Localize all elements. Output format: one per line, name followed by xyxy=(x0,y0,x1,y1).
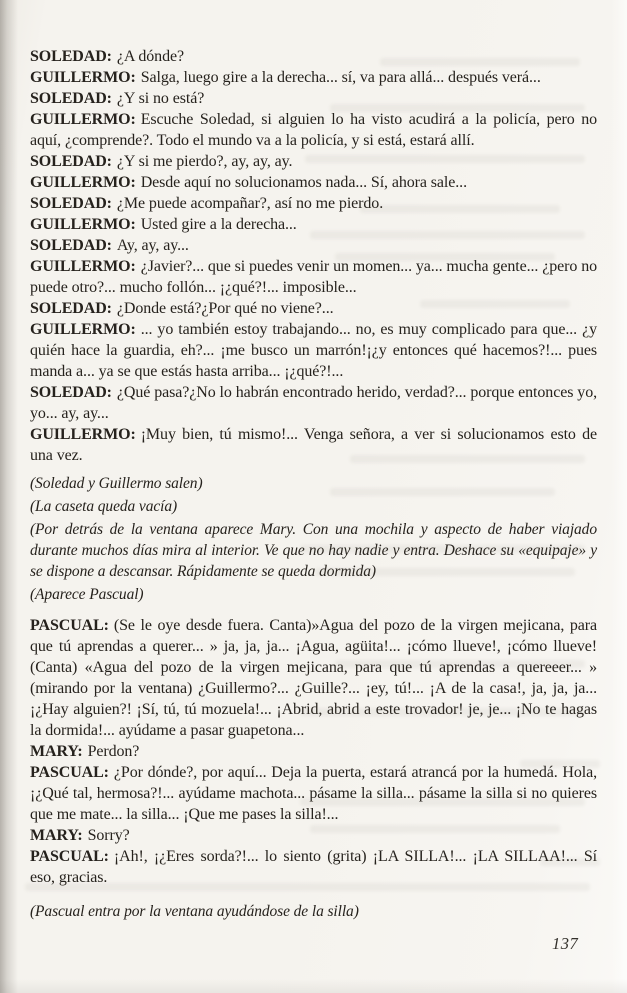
page-gutter-shadow xyxy=(0,0,20,993)
dialogue-line xyxy=(30,151,597,172)
speaker-name: GUILLERMO: xyxy=(30,69,136,86)
speech-text: Sorry? xyxy=(87,827,130,844)
speech-text: ¿Donde está?¿Por qué no viene?... xyxy=(116,300,334,317)
dialogue-line xyxy=(30,88,597,109)
stage-direction: (Soledad y Guillermo salen) xyxy=(30,475,203,492)
speaker-name: MARY: xyxy=(30,827,83,844)
speaker-name: SOLEDAD: xyxy=(30,237,112,254)
speech-text: Salga, luego gire a la derecha... sí, va para allá... después verá... xyxy=(140,69,541,86)
speech-text: ¿Javier?... que si puedes venir un momen... ya... mucha gente... ¿pero no puede otro?... mucho follón... ¡¿qué?!... imposible... xyxy=(30,258,597,296)
page-number: 137 xyxy=(552,934,579,953)
speech-text: ¿Y si me pierdo?, ay, ay, ay. xyxy=(116,153,293,170)
dialogue-line xyxy=(30,319,597,382)
stage-direction: (Por detrás de la ventana aparece Mary. Con una mochila y aspecto de haber viajado durante muchos días mira al interior. Ve que no hay nadie y entra. Deshace su «equipaje» y se dispone a descansar. Rápidamente se queda dormida) xyxy=(30,521,597,580)
dialogue-line xyxy=(30,172,597,193)
speech-text: ¿Y si no está? xyxy=(116,90,205,107)
speaker-name: SOLEDAD: xyxy=(30,384,112,401)
dialogue-line xyxy=(30,424,597,466)
page-edge-shadow xyxy=(0,979,627,993)
stage-direction: (La caseta queda vacía) xyxy=(30,498,178,515)
speaker-name: GUILLERMO: xyxy=(30,426,136,443)
speech-text: Perdon? xyxy=(87,743,140,760)
speaker-name: GUILLERMO: xyxy=(30,174,136,191)
dialogue-line xyxy=(30,615,597,741)
speech-text: (Se le oye desde fuera. Canta)»Agua del pozo de la virgen mejicana, para que tú aprendas a querer... » ja, ja, ja... ¡Agua, agüita!... ¡cómo llueve!, ¡cómo llueve! (Canta) «Agua del pozo de la virgen mejicana, para que tú aprendas a quereeer... » (mirando por la ventana) ¿Guillermo?... ¿Guille?... ¡ey, tú!... ¡A de la casa!, ja, ja, ja... ¡¿Hay alguien?! ¡Sí, tú, tú mozuela!... ¡Abrid, abrid a este trovador! je, je... ¡No te hagas la dormida!... ayúdame a pasar guapetona... xyxy=(30,617,597,739)
speech-text: ¿Por dónde?, por aquí... Deja la puerta, estará atrancá por la humedá. Hola, ¡¿Qué tal, hermosa?!... ayúdame machota... pásame la silla... pásame la silla si no quieres que me mate... la silla... ¡Que me pases la silla!... xyxy=(30,764,597,823)
speaker-name: GUILLERMO: xyxy=(30,321,136,338)
speaker-name: MARY: xyxy=(30,743,83,760)
speaker-name: PASCUAL: xyxy=(30,764,109,781)
speech-text: ¿Qué pasa?¿No lo habrán encontrado herido, verdad?... porque entonces yo, yo... ay, ay... xyxy=(30,384,597,422)
section-gap xyxy=(30,605,597,615)
dialogue-line xyxy=(30,825,597,846)
section-gap xyxy=(30,888,597,901)
dialogue-line xyxy=(30,382,597,424)
speech-text: ¿Me puede acompañar?, así no me pierdo. xyxy=(116,195,384,212)
speech-text: ¿A dónde? xyxy=(116,48,184,65)
speech-text: Desde aquí no solucionamos nada... Sí, ahora sale... xyxy=(140,174,467,191)
speaker-name: SOLEDAD: xyxy=(30,48,112,65)
speech-text: ¡Ah!, ¡¿Eres sorda?!... lo siento (grita) ¡LA SILLA!... ¡LA SILLAA!... Sí eso, gracias. xyxy=(30,848,597,886)
dialogue-line xyxy=(30,193,597,214)
speech-text: ¡Muy bien, tú mismo!... Venga señora, a ver si solucionamos esto de una vez. xyxy=(30,426,597,464)
dialogue-line xyxy=(30,741,597,762)
speaker-name: SOLEDAD: xyxy=(30,195,112,212)
speech-text: ... yo también estoy trabajando... no, es muy complicado para que... ¿y quién hace la guardia, eh?... ¡me busco un marrón!¡¿y entonces qué hacemos?!... pues manda a... ya se que estás hasta arriba... ¡¿qué?!... xyxy=(30,321,597,380)
speech-text: Escuche Soledad, si alguien lo ha visto acudirá a la policía, pero no aquí, ¿comprende?. Todo el mundo va a la policía, y si está, estará allí. xyxy=(30,111,597,149)
dialogue-line xyxy=(30,214,597,235)
speaker-name: PASCUAL: xyxy=(30,848,109,865)
dialogue-line xyxy=(30,846,597,888)
speaker-name: PASCUAL: xyxy=(30,617,109,634)
section-gap xyxy=(30,466,597,473)
speaker-name: GUILLERMO: xyxy=(30,111,136,128)
speech-text: Usted gire a la derecha... xyxy=(140,216,297,233)
speaker-name: GUILLERMO: xyxy=(30,258,136,275)
page-edge-highlight xyxy=(611,0,627,993)
stage-direction: (Pascual entra por la ventana ayudándose de la silla) xyxy=(30,903,359,920)
dialogue-line xyxy=(30,46,597,67)
stage-direction: (Aparece Pascual) xyxy=(30,586,144,603)
speech-text: Ay, ay, ay... xyxy=(116,237,189,254)
dialogue-line xyxy=(30,67,597,88)
dialogue-line xyxy=(30,256,597,298)
speaker-name: SOLEDAD: xyxy=(30,90,112,107)
speaker-name: SOLEDAD: xyxy=(30,300,112,317)
speaker-name: SOLEDAD: xyxy=(30,153,112,170)
text-column xyxy=(30,46,597,922)
dialogue-line xyxy=(30,762,597,825)
dialogue-line xyxy=(30,235,597,256)
dialogue-line xyxy=(30,298,597,319)
dialogue-line xyxy=(30,109,597,151)
speaker-name: GUILLERMO: xyxy=(30,216,136,233)
